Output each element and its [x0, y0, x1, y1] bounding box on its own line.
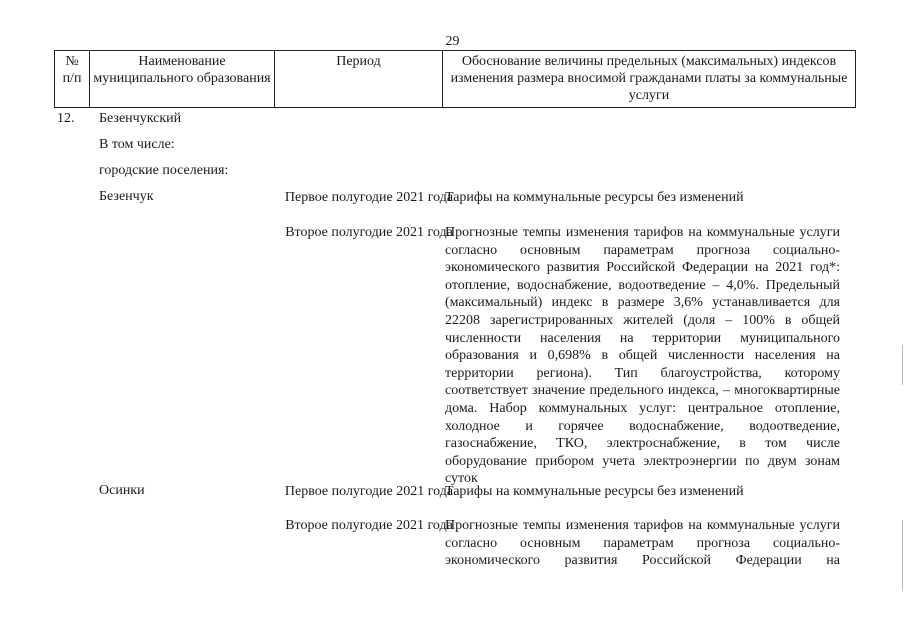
basis-second-half: Прогнозные темпы изменения тарифов на коммунальные услуги согласно основным параметрам прогноза социально-экономического развития Российской Федерации на 2021 год*: отопление, водоснабжение, водоотведение – 4,0%. Предельный (максимальный) индекс в размере 3,6% устанавливается для 22208 зарегистрированных жителей (доля – 100% в общей численности населения на территории муниципального образования и 0,698% в общей численности населения на территории региона). Тип благоустройства, которому соответствует значение предельного индекса, – многоквартирные дома. Набор коммунальных услуг: центральное отопление, холодное и горячее водоснабжение, водоотведение, газоснабжение, ТКО, электроснабжение, в том числе оборудование прибором учета электроэнергии по двум зонам суток	[445, 225, 840, 487]
period-first-half: Первое полугодие 2021 года	[284, 190, 454, 205]
settlement-name: Безенчук	[99, 189, 154, 204]
district-name: Безенчукский	[99, 111, 182, 126]
settlement-name: Осинки	[99, 483, 145, 498]
basis-first-half: Тарифы на коммунальные ресурсы без изменений	[445, 484, 744, 499]
basis-first-half: Тарифы на коммунальные ресурсы без изменений	[445, 190, 744, 205]
header-row	[55, 51, 856, 108]
period-second-half: Второе полугодие 2021 года	[285, 518, 453, 533]
scan-edge-mark	[902, 345, 903, 385]
header-col-period: Период	[275, 51, 443, 108]
header-col-name: Наименование муниципального образования	[90, 51, 275, 108]
header-table	[54, 50, 856, 108]
period-first-half: Первое полугодие 2021 года	[284, 484, 454, 499]
basis-second-half: Прогнозные темпы изменения тарифов на коммунальные услуги согласно основным параметрам прогноза социально-экономического развития Российской Федерации на	[445, 518, 840, 569]
including-label: В том числе:	[99, 137, 175, 152]
header-col-num: № п/п	[55, 51, 90, 108]
period-second-half: Второе полугодие 2021 года	[285, 225, 453, 240]
row-number: 12.	[57, 111, 75, 126]
urban-label: городские поселения:	[99, 163, 229, 178]
scan-edge-mark	[902, 520, 903, 590]
page-number: 29	[445, 34, 460, 49]
header-col-basis: Обоснование величины предельных (максимальных) индексов изменения размера вносимой гражданами платы за коммунальные услуги	[443, 51, 856, 108]
